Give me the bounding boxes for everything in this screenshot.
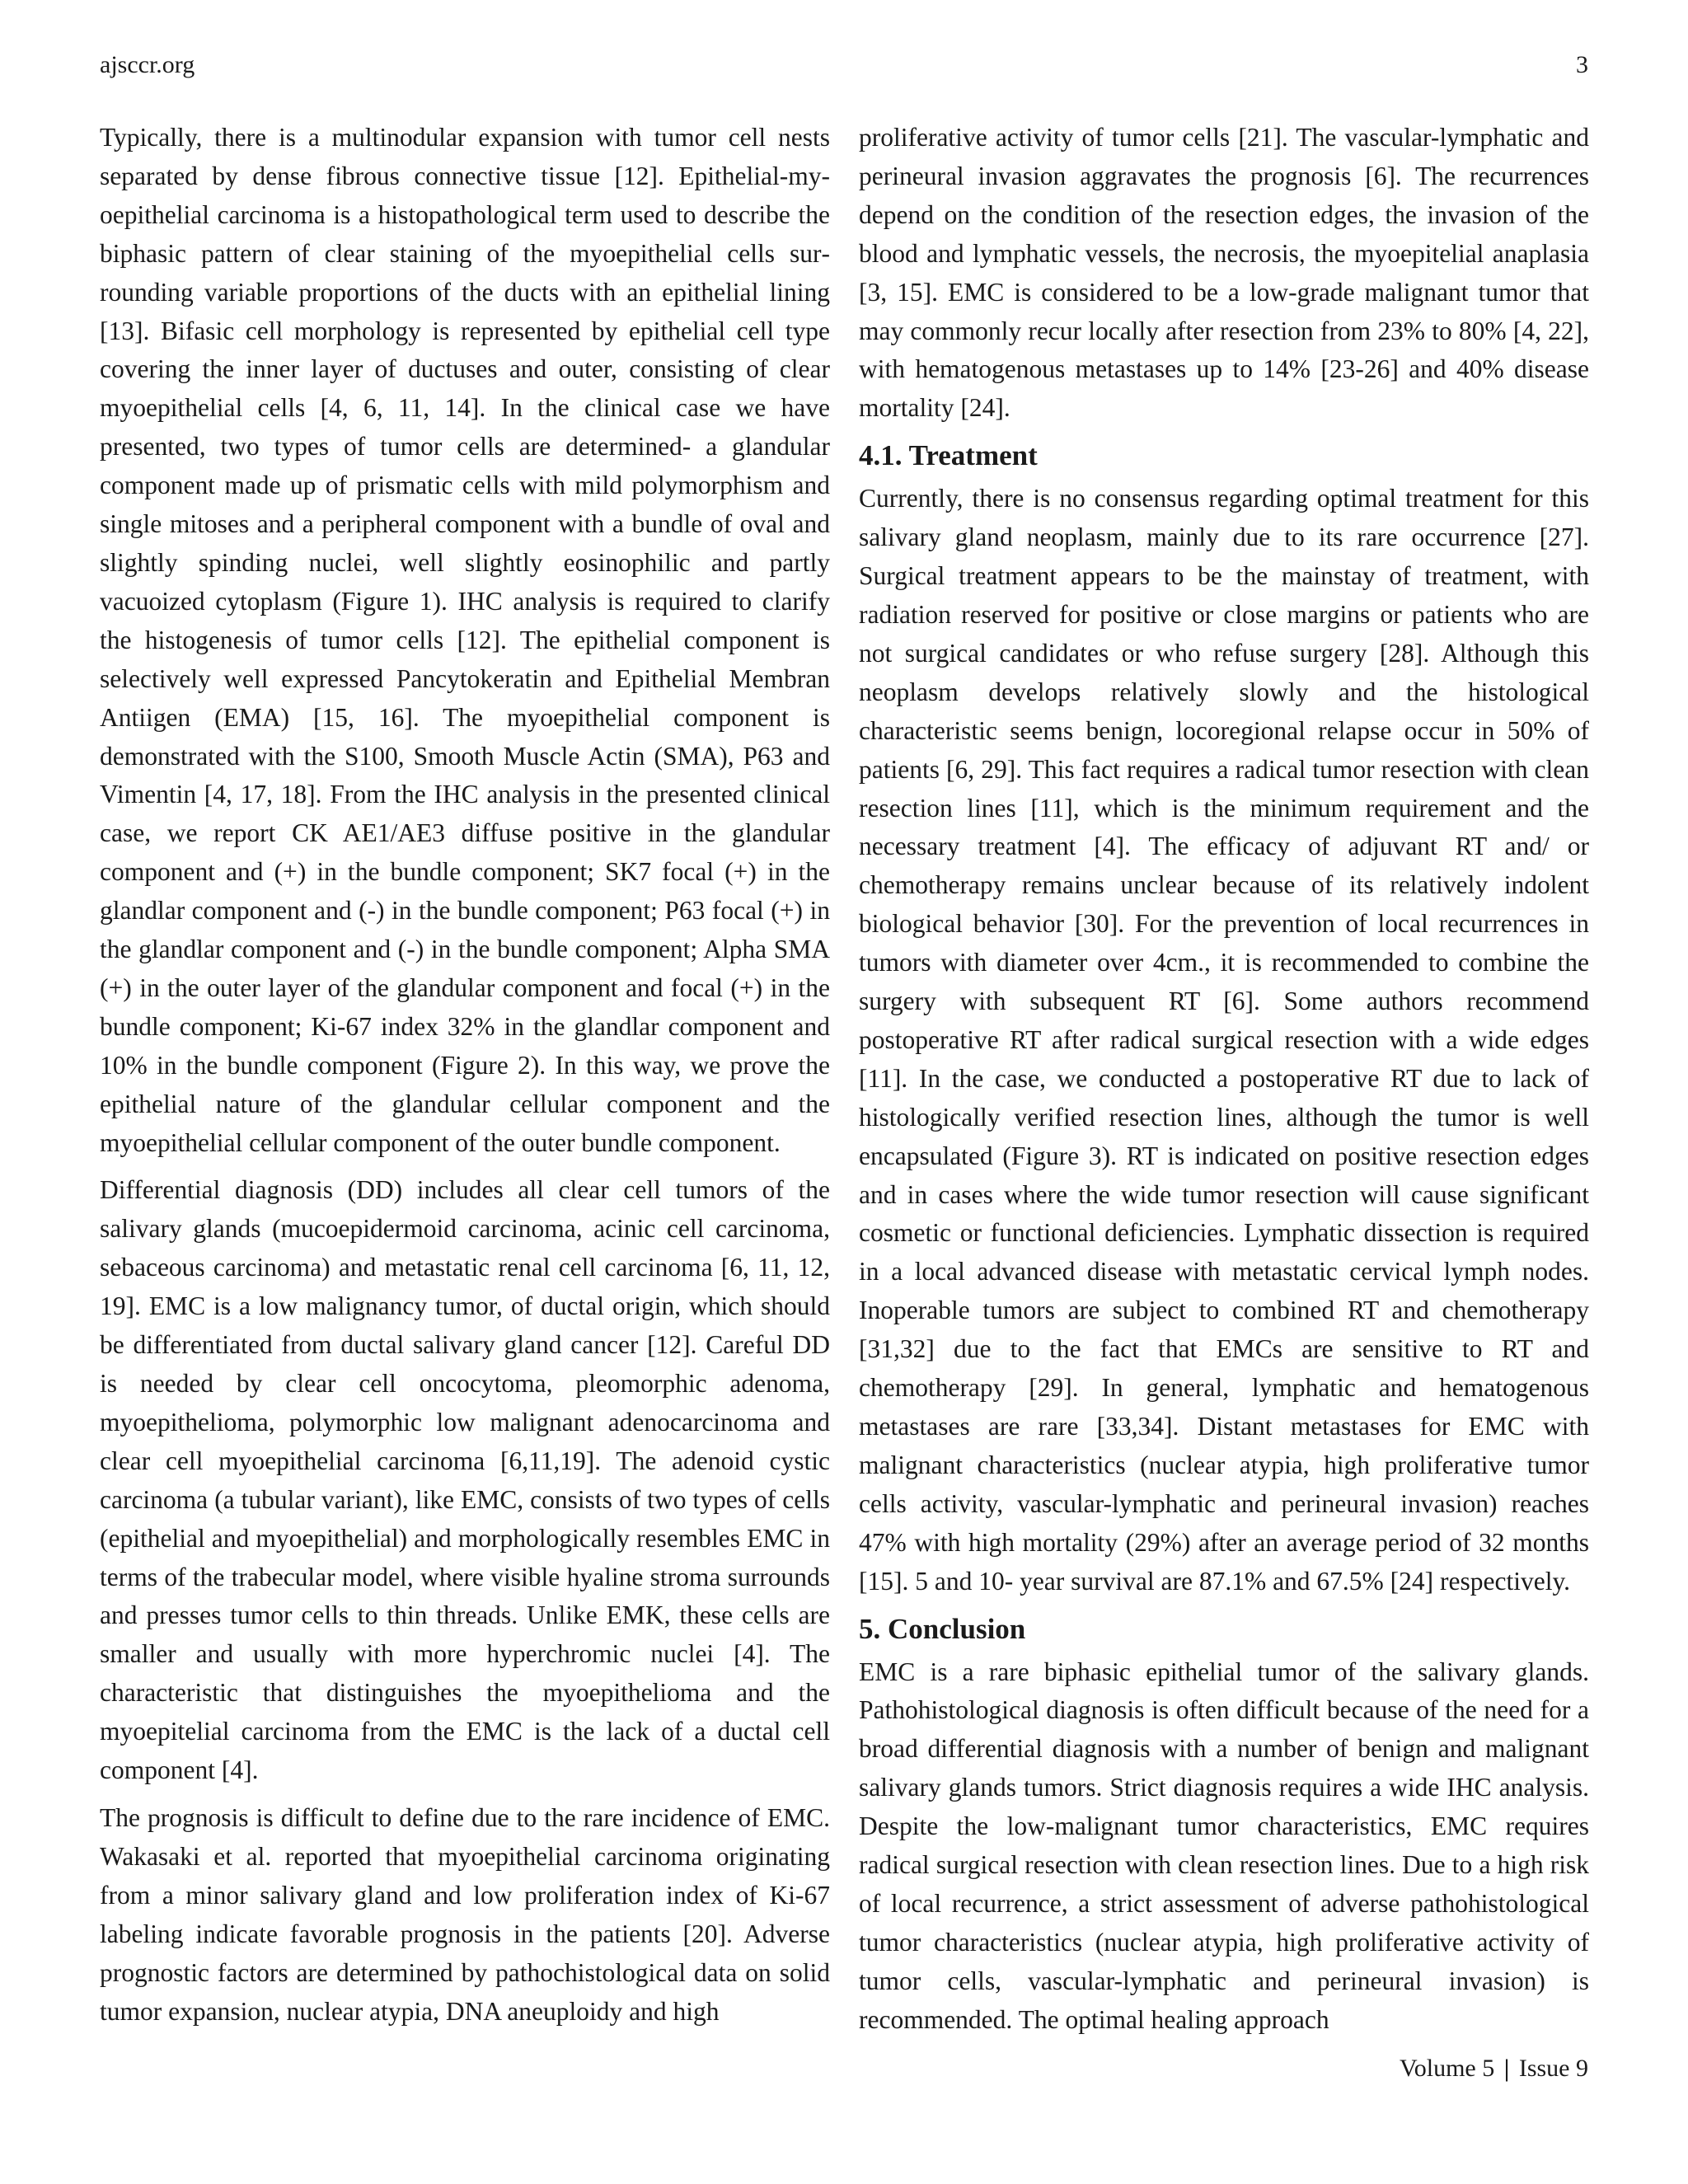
body-paragraph: Currently, there is no consensus regarding optimal treatment for this salivary gland neoplasm, mainly due to its rare occurrence [27]. Surgical treatment appears to be the mainstay of treatment, with radiation reserved for positive or close margins or patients who are not surgical candidates or who refuse surgery [28]. Although this neoplasm develops relatively slowly and the histological characteristic seems benign, locoregional relapse occur in 50% of patients [6, 29]. This fact requires a radical tumor resection with clean resection lines [11], which is the minimum requirement and the necessary treatment [4]. The efficacy of adjuvant RT and/ or chemotherapy remains unclear because of its relatively indolent biological behavior [30]. For the prevention of local recurrences in tumors with diameter over 4cm., it is recommended to combine the surgery with subsequent RT [6]. Some authors recommend postoperative RT after radical surgical resection with a wide edges [11]. In the case, we conducted a postoperative RT due to lack of histologically verified resection lines, although the tumor is well encapsulated (Figure 3). RT is indicated on positive resection edges and in cases where the wide tumor resection will cause significant cosmetic or functional deficiencies. Lymphatic dissection is required in a local advanced disease with metastatic cervical lymph nodes. Inoperable tumors are subject to combined RT and chemotherapy [31,32] due to the fact that EMCs are sensitive to RT and chemotherapy [29]. In general, lymphatic and hematogenous metastases are rare [33,34]. Distant metastases for EMC with malignant characteristics (nuclear atypia, high proliferative tumor cells activity, vascular-lymphatic and perineural invasion) reaches 47% with high mortality (29%) after an average period of 32 months [15]. 5 and 10- year survival are 87.1% and 67.5% [24] respectively.	[859, 484, 1589, 1596]
section-heading-treatment: 4.1. Treatment	[859, 439, 1038, 472]
right-column	[859, 119, 1589, 2049]
volume-label: Volume 5	[1399, 2055, 1495, 2082]
section-heading-conclusion: 5. Conclusion	[859, 1612, 1026, 1645]
body-paragraph: proliferative activity of tumor cells [21]. The vascular-lymphatic and perineural invasion aggravates the prognosis [6]. The recurrences depend on the condition of the resection edges, the invasion of the blood and lymphatic vessels, the necrosis, the myoepitelial anaplasia [3, 15]. EMC is considered to be a low-grade malignant tumor that may commonly recur locally after resection from 23% to 80% [4, 22], with hematogenous metastases up to 14% [23-26] and 40% disease mortality [24].	[859, 123, 1589, 423]
left-column	[100, 119, 830, 2040]
body-paragraph: EMC is a rare biphasic epithelial tumor of the salivary glands. Pathohistological diagnosis is often difficult because of the need for a broad differential diagnosis with a number of benign and malignant salivary glands tumors. Strict diagnosis requires a wide IHC analysis. Despite the low-malignant tumor characteristics, EMC requires radical surgical resection with clean resection lines. Due to a high risk of local recurrence, a strict assessment of adverse pathohistological tumor characteristics (nuclear atypia, high proliferative activity of tumor cells, vascular-lymphatic and perineural invasion) is recommended. The optimal healing approach	[859, 1657, 1589, 2034]
footer-volume-issue	[1400, 2055, 1588, 2083]
journal-site: ajsccr.org	[100, 51, 195, 78]
body-paragraph: The prognosis is difficult to define due to the rare incidence of EMC. Wakasaki et al. reported that myoepithelial carcinoma originating from a minor salivary gland and low proliferation index of Ki-67 labeling indicate favorable prognosis in the patients [20]. Adverse prognostic factors are determined by pathochistological data on solid tumor expansion, nuclear atypia, DNA aneuploidy and high	[100, 1802, 830, 2026]
body-paragraph: Differential diagnosis (DD) includes all clear cell tumors of the salivary glands (mucoepidermoid carcinoma, acinic cell carcinoma, sebaceous carcinoma) and metastatic renal cell carcinoma [6, 11, 12, 19]. EMC is a low malignancy tumor, of ductal origin, which should be differentiated from ductal salivary gland cancer [12]. Careful DD is needed by clear cell oncocytoma, pleomorphic adenoma, myoepithelioma, polymorphic low malignant adenocarcinoma and clear cell myoepithelial carcinoma [6,11,19]. The adenoid cystic carcinoma (a tubular variant), like EMC, consists of two types of cells (epithelial and myoepithelial) and morphologically resembles EMC in terms of the trabecular model, where visible hyaline stroma surrounds and presses tumor cells to thin threads. Unlike EMK, these cells are smaller and usually with more hyperchromic nuclei [4]. The characteristic that distinguishes the myoepithelioma and the myoepitelial carcinoma from the EMC is the lack of a ductal cell component [4].	[100, 1175, 830, 1785]
issue-label: Issue 9	[1518, 2055, 1588, 2082]
footer-separator: |	[1503, 2055, 1510, 2082]
body-paragraph: Typically, there is a multinodular expansion with tumor cell nests separated by dense fibrous connective tissue [12]. Epithelial-myoepithelial carcinoma is a histopathological term used to describe the biphasic pattern of clear staining of the myoepithelial cells surrounding variable proportions of the ducts with an epithelial lining [13]. Bifasic cell morphology is represented by epithelial cell type covering the inner layer of ductuses and outer, consisting of clear myoepithelial cells [4, 6, 11, 14]. In the clinical case we have presented, two types of tumor cells are determined- a glandular component made up of prismatic cells with mild polymorphism and single mitoses and a peripheral component with a bundle of oval and slightly spinding nuclei, well slightly eosinophilic and partly vacuoized cytoplasm (Figure 1). IHC analysis is required to clarify the histogenesis of tumor cells [12]. The epithelial component is selectively well expressed Pancytokeratin and Epithelial Membran Antiigen (EMA) [15, 16]. The myoepithelial component is demonstrated with the S100, Smooth Muscle Actin (SMA), P63 and Vimentin [4, 17, 18]. From the IHC analysis in the presented clinical case, we report CK AE1/AE3 diffuse positive in the glandular component and (+) in the bundle component; SK7 focal (+) in the glandlar component and (-) in the bundle component; P63 focal (+) in the glandlar component and (-) in the bundle component; Alpha SMA (+) in the outer layer of the glandular component and focal (+) in the bundle component; Ki-67 index 32% in the glandlar component and 10% in the bundle component (Figure 2). In this way, we prove the epithelial nature of the glandular cellular component and the myoepithelial cellular component of the outer bundle component.	[100, 123, 830, 1157]
page-number: 3	[1576, 51, 1588, 78]
